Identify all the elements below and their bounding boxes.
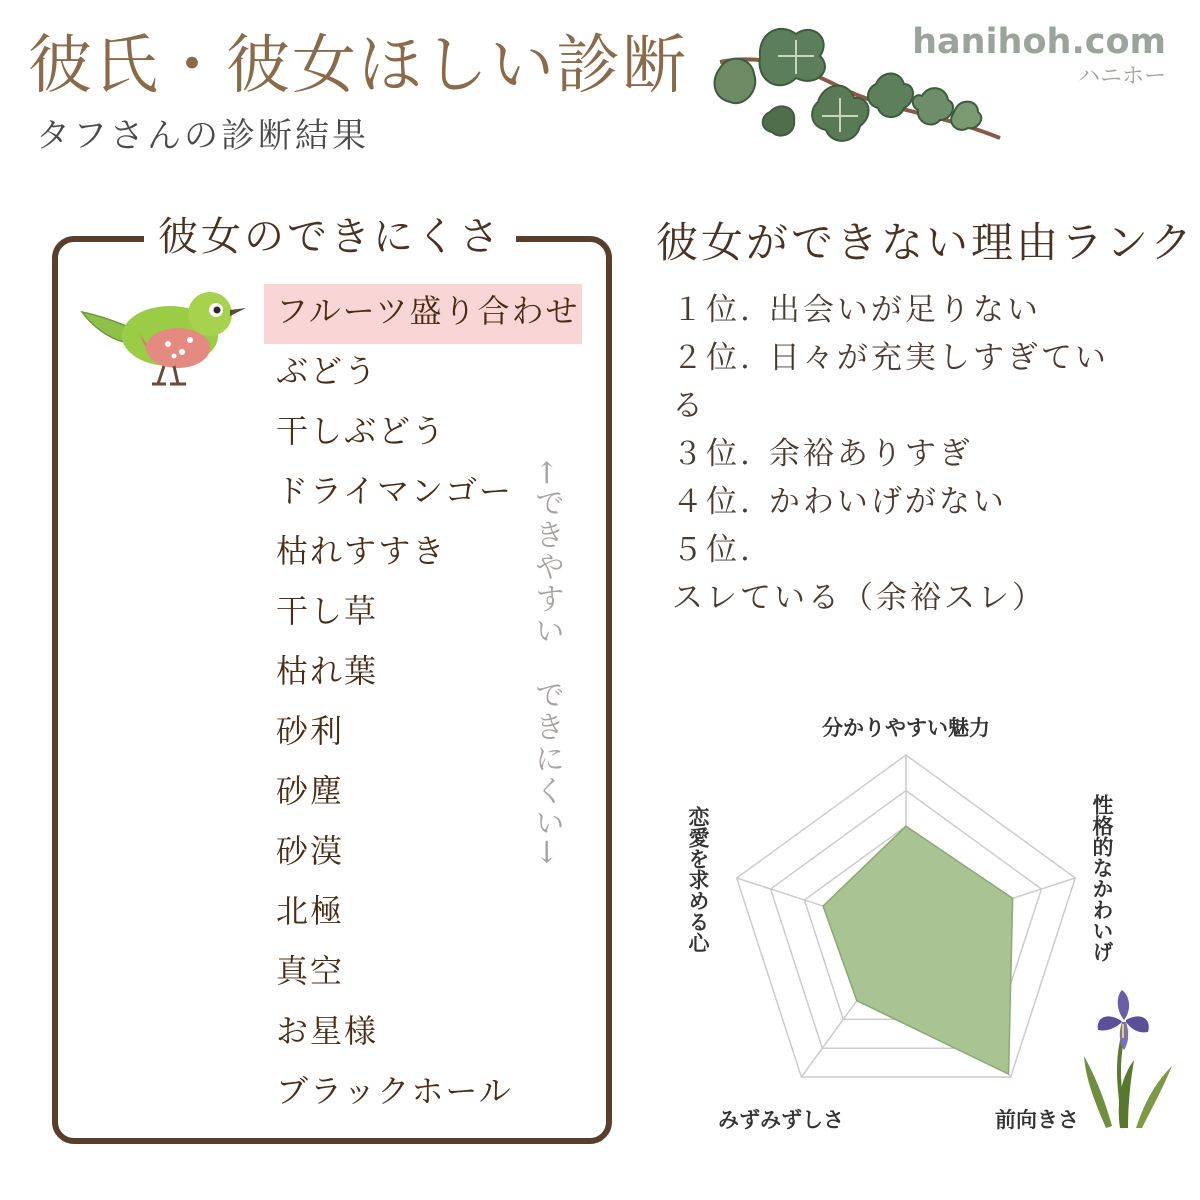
reason-rank: ５位. [672, 532, 753, 568]
ladder-item: 砂漠 [276, 832, 345, 870]
reason-item [672, 478, 1142, 526]
ladder-item: 枯れ葉 [276, 652, 379, 690]
page-title: 彼氏・彼女ほしい診断 [28, 29, 688, 103]
ladder-item: 枯れすすき [276, 532, 447, 570]
reason-item [672, 334, 1142, 430]
ladder-item: 砂利 [276, 712, 345, 750]
reason-rank: ４位. [672, 484, 753, 520]
difficulty-scale-note: ←できやすい できにくい→ [529, 460, 564, 867]
reason-item [672, 526, 1142, 622]
ladder-item: 北極 [276, 892, 345, 930]
white-eye-bird-illustration [78, 290, 248, 390]
radar-axis-label: 前向きさ [995, 1108, 1079, 1132]
ladder-item: 真空 [276, 952, 345, 990]
ladder-item: ドライマンゴー [276, 472, 514, 510]
reason-item [672, 430, 1142, 478]
iris-flower-illustration [1076, 980, 1176, 1130]
radar-axis-label: 恋愛を求める心 [686, 806, 710, 953]
ladder-item: 干し草 [276, 592, 379, 630]
radar-axis-label: 分かりやすい魅力 [822, 716, 990, 740]
ladder-item: ブラックホール [276, 1072, 513, 1110]
ladder-item: 干しぶどう [276, 412, 447, 450]
site-kana: ハニホー [1077, 64, 1166, 89]
reason-rank: １位. [672, 292, 753, 328]
result-subtitle: タフさんの診断結果 [36, 116, 369, 156]
reason-rank: ３位. [672, 436, 753, 472]
radar-chart [640, 690, 1114, 1150]
difficulty-title: 彼女のできにくさ [144, 212, 516, 262]
ladder-item: お星様 [276, 1012, 379, 1050]
reason-rank: ２位. [672, 340, 753, 376]
reason-text: 余裕ありすぎ [768, 436, 973, 472]
reason-item [672, 286, 1142, 334]
reasons-title: 彼女ができない理由ランク [656, 218, 1196, 267]
reason-text: スレている（余裕スレ） [672, 580, 1046, 616]
site-domain: hanihoh.com [912, 22, 1166, 62]
reason-text: かわいげがない [768, 484, 1007, 520]
reason-text: 出会いが足りない [768, 292, 1041, 328]
reason-text: 日々が充実しすぎている [672, 340, 1109, 424]
ladder-item: 砂塵 [276, 772, 345, 810]
radar-axis-label: みずみずしさ [718, 1108, 844, 1132]
site-logo[interactable] [912, 20, 1166, 90]
ladder-item-current: フルーツ盛り合わせ [264, 284, 582, 344]
reasons-list [672, 286, 1142, 622]
radar-axis-label: 性格的なかわいげ [1090, 794, 1114, 962]
radar-data-area [823, 826, 1013, 1074]
ladder-item: ぶどう [276, 352, 379, 390]
